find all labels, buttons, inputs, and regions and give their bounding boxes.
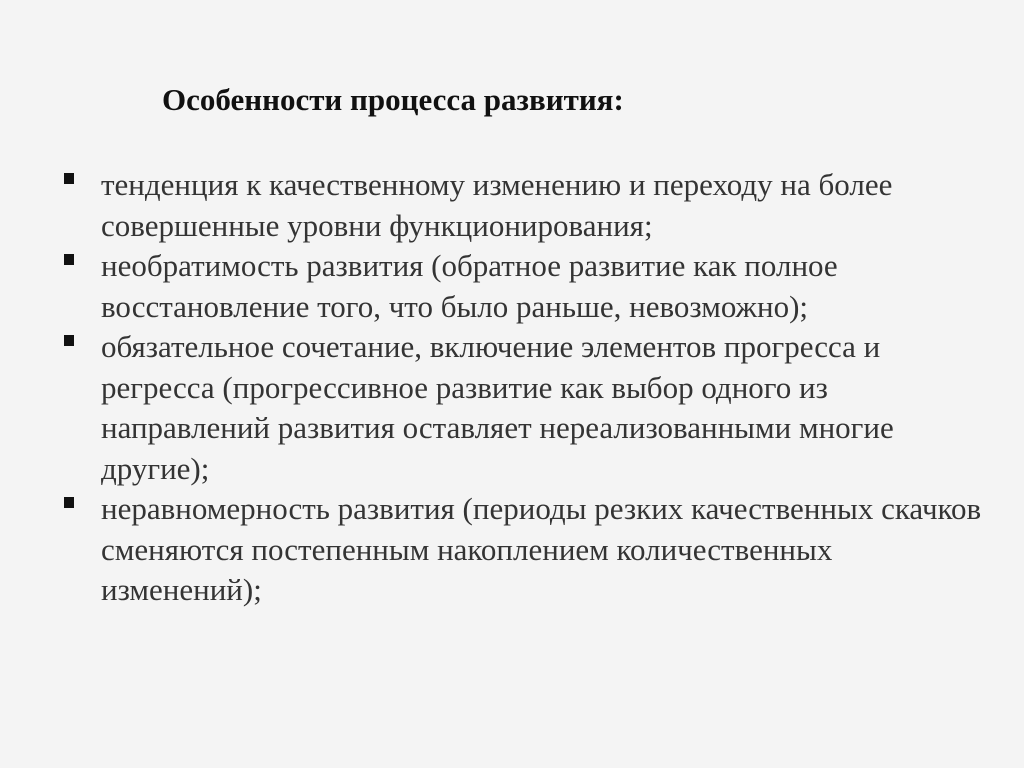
bullet-item <box>0 489 1024 611</box>
square-bullet-icon <box>64 254 74 265</box>
bullet-text: необратимость развития (обратное развитие как полное восстановление того, что было раньше, невозможно); <box>101 248 838 324</box>
bullet-list <box>0 165 1024 611</box>
bullet-text: обязательное сочетание, включение элементов прогресса и регресса (прогрессивное развитие как выбор одного из направлений развития оставляет нереализованными многие другие); <box>101 329 894 486</box>
square-bullet-icon <box>64 497 74 508</box>
bullet-item <box>0 246 1024 327</box>
bullet-text: неравномерность развития (периоды резких качественных скачков сменяются постепенным накоплением количественных изменений); <box>101 491 982 607</box>
slide-title: Особенности процесса развития: <box>162 82 624 117</box>
square-bullet-icon <box>64 173 74 184</box>
bullet-text: тенденция к качественному изменению и переходу на более совершенные уровни функционирования; <box>101 167 893 243</box>
square-bullet-icon <box>64 335 74 346</box>
bullet-item <box>0 327 1024 489</box>
bullet-item <box>0 165 1024 246</box>
